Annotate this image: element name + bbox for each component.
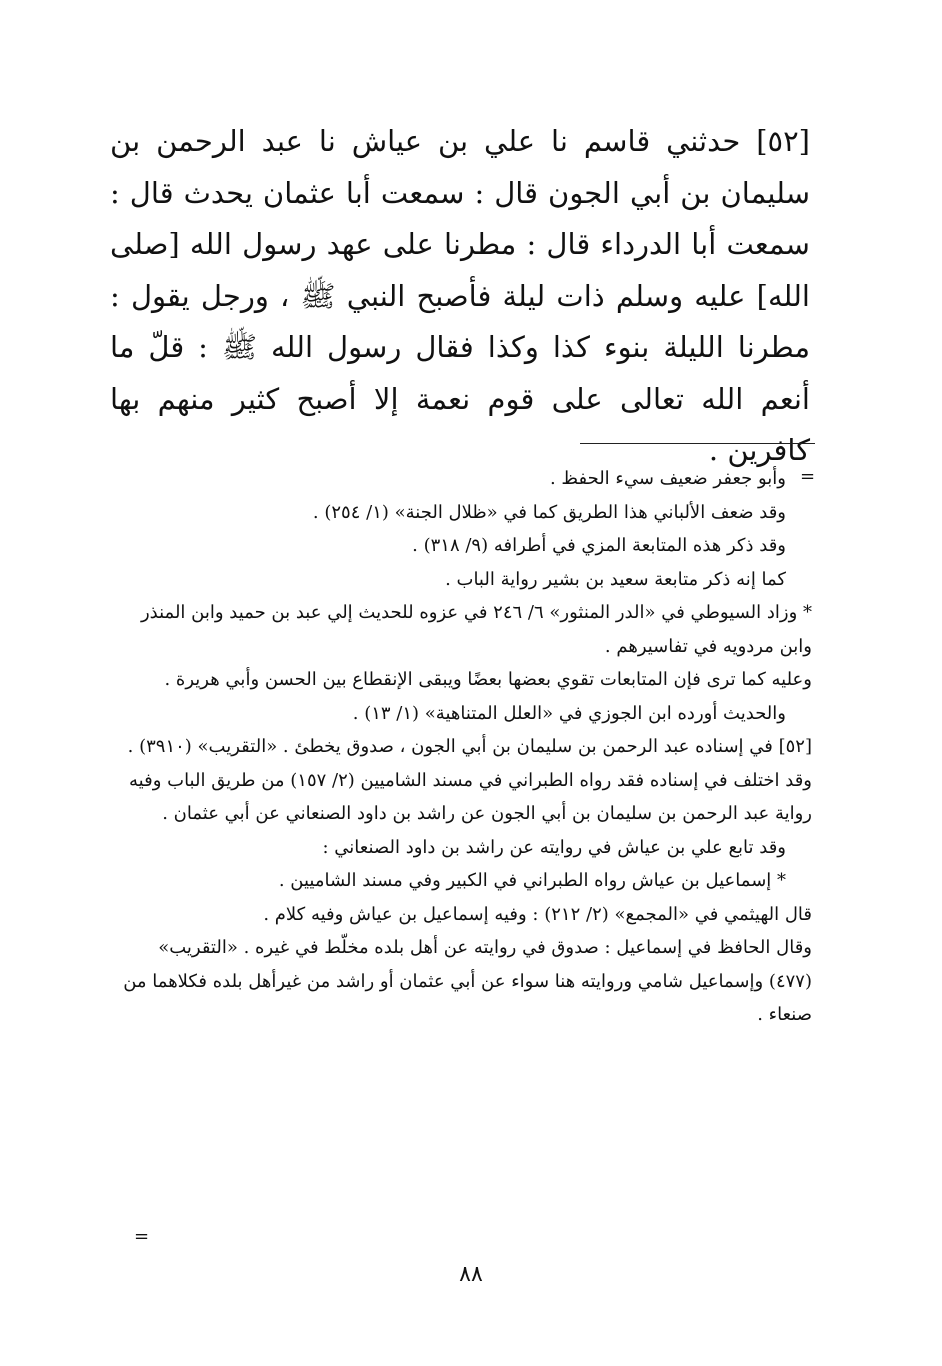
continuation-mark-top: = [800,466,816,487]
footnote-line: * إسماعيل بن عياش رواه الطبراني في الكبير وفي مسند الشاميين . [278,870,786,891]
footnotes [110,462,812,1032]
hadith-paragraph: [٥٢] حدثني قاسم نا علي بن عياش نا عبد الرحمن بن سليمان بن أبي الجون قال : سمعت أبا عثمان يحدث قال : سمعت أبا الدرداء قال : مطرنا على عهد رسول الله [صلى الله] عليه وسلم ذات ليلة فأصبح النبي ﷺ ، ورجل يقول : مطرنا الليلة بنوء كذا وكذا فقال رسول الله ﷺ : قلّ ما أنعم الله تعالى على قوم نعمة إلا أصبح كثير منهم بها كافرين . [110,124,810,467]
footnote-line: وقد ضعف الألباني هذا الطريق كما في «ظلال الجنة» (١/ ٢٥٤) . [312,501,786,523]
footnote-line: قال الهيثمي في «المجمع» (٢/ ٢١٢) : وفيه إسماعيل بن عياش وفيه كلام . [263,903,812,925]
footnote-line: وقال الحافظ في إسماعيل : صدوق في روايته عن أهل بلده مخلّط في غيره . «التقريب» (٤٧٧) وإسماعيل شامي وروايته هنا سواء عن أبي عثمان أو راشد من غيرأهل بلده فكلاهما من صنعاء . [123,937,812,1025]
footnote-line: والحديث أورده ابن الجوزي في «العلل المتناهية» (١/ ١٣) . [352,702,786,724]
footnote-divider [580,443,815,444]
footnote-line: وقد ذكر هذه المتابعة المزي في أطرافه (٩/ ٣١٨) . [412,535,786,556]
footnote-line: وعليه كما ترى فإن المتابعات تقوي بعضها بعضًا ويبقى الإنقطاع بين الحسن وأبي هريرة . [164,669,812,690]
continuation-mark-bottom: = [134,1226,150,1247]
footnote-line: كما إنه ذكر متابعة سعيد بن بشير رواية الباب . [445,568,786,590]
page-number: ٨٨ [459,1262,483,1287]
footnote-line: وأبو جعفر ضعيف سيء الحفظ . [549,468,786,489]
main-hadith-text [110,116,810,477]
footnote-line: وقد تابع علي بن عياش في روايته عن راشد بن داود الصنعاني : [322,836,786,858]
footnote-line: وقد اختلف في إسناده فقد رواه الطبراني في مسند الشاميين (٢/ ١٥٧) من طريق الباب وفيه رواية عبد الرحمن بن سليمان بن أبي الجون عن راشد بن داود الصنعاني عن أبي عثمان . [129,769,812,824]
footnote-line: * وزاد السيوطي في «الدر المنثور» ٦/ ٢٤٦ في عزوه للحديث إلي عبد بن حميد وابن المنذر وابن مردويه في تفاسيرهم . [140,602,812,657]
footnote-line: [٥٢] في إسناده عبد الرحمن بن سليمان بن أبي الجون ، صدوق يخطئ . «التقريب» (٣٩١٠) . [127,736,812,757]
